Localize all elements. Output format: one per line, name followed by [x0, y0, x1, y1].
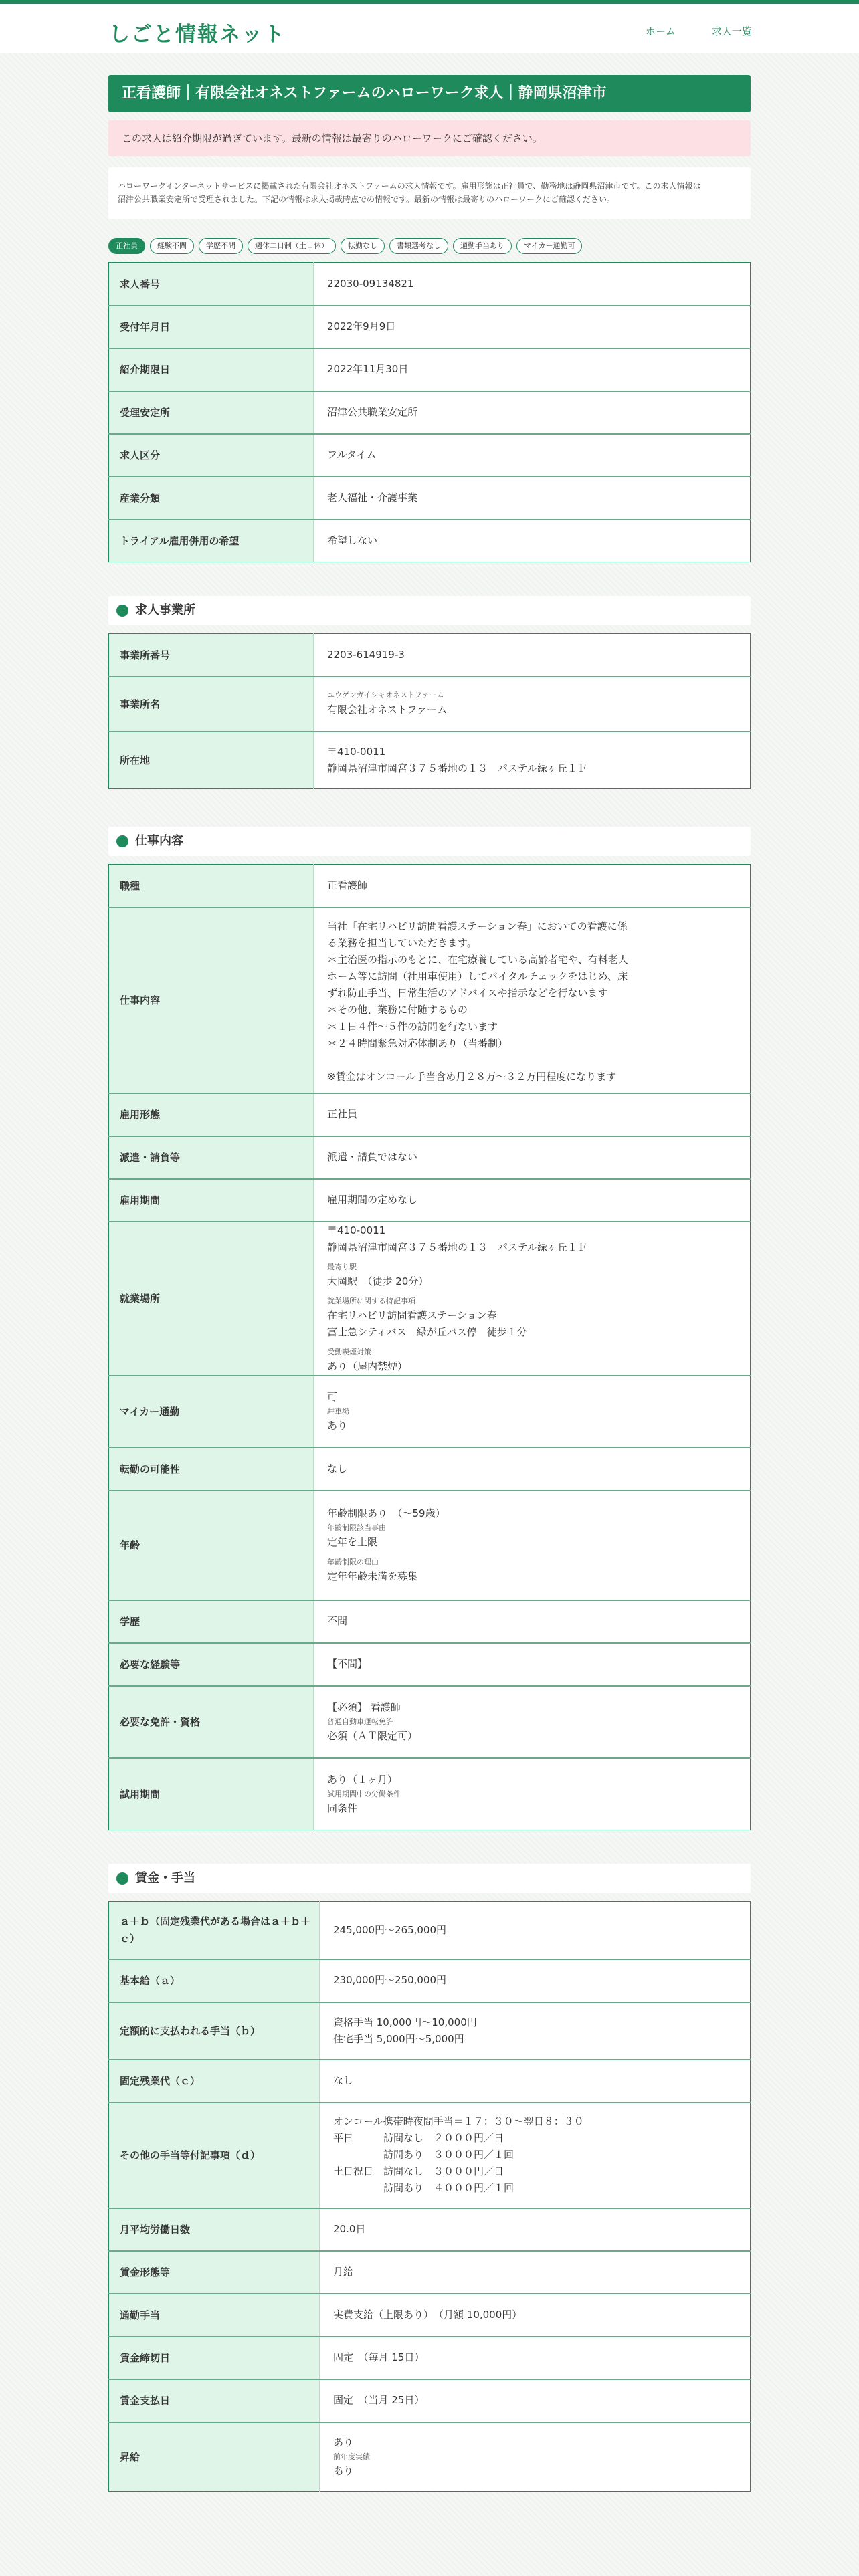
trial-conditions: 同条件: [327, 1802, 358, 1814]
required-license: 【必須】 看護師: [327, 1701, 401, 1713]
table-row: [109, 1600, 751, 1643]
table-row: [109, 2060, 751, 2103]
nav-job-list-link[interactable]: 求人一覧: [711, 25, 752, 37]
section-title: 賃金・手当: [135, 1871, 195, 1885]
workplace-notes-label: 就業場所に関する特記事項: [327, 1296, 415, 1305]
table-row: [109, 1959, 751, 2002]
tag-no-experience[interactable]: 経験不問: [150, 238, 194, 254]
table-row: [109, 634, 751, 677]
raise-prev-label: 前年度実績: [333, 2452, 370, 2461]
allowance-line: 資格手当 10,000円〜10,000円: [333, 2016, 477, 2028]
tag-fulltime[interactable]: 正社員: [108, 238, 145, 254]
row-value: 沼津公共職業安定所: [314, 391, 751, 434]
row-value: 正看護師: [314, 865, 751, 907]
trial-conditions-label: 試用期間中の労働条件: [327, 1789, 401, 1798]
section-heading-office: [108, 596, 751, 625]
smoking-policy-label: 受動喫煙対策: [327, 1347, 371, 1356]
row-value: なし: [320, 2060, 751, 2103]
table-row: [109, 1448, 751, 1491]
section-heading-job: [108, 827, 751, 856]
intro-text: [108, 167, 751, 219]
row-value: 230,000円〜250,000円: [320, 1959, 751, 2002]
intro-line: ハローワークインターネットサービスに掲載された有限会社オネストファームの求人情報です。雇用形態は正社員で、勤務地は静岡県沼津市です。この求人情報は: [118, 181, 701, 191]
table-row: [109, 1686, 751, 1758]
section-title: 求人事業所: [135, 603, 195, 617]
row-value: 固定 （当月 25日）: [320, 2379, 751, 2422]
row-label: 求人区分: [109, 434, 314, 477]
row-value: フルタイム: [314, 434, 751, 477]
page-title: 正看護師｜有限会社オネストファームのハローワーク求人｜静岡県沼津市: [108, 75, 751, 112]
row-label: 受理安定所: [109, 391, 314, 434]
row-label: 必要な経験等: [109, 1643, 314, 1686]
row-label: 求人番号: [109, 263, 314, 306]
feature-tags: [108, 238, 751, 254]
table-row: [109, 520, 751, 562]
row-label: 賃金形態等: [109, 2251, 320, 2294]
row-value: 派遣・請負ではない: [314, 1136, 751, 1179]
raise-prev: あり: [333, 2464, 354, 2477]
office-name: 有限会社オネストファーム: [327, 704, 448, 716]
tag-weekends-off[interactable]: 週休二日制（土日休）: [248, 238, 336, 254]
workplace-note: 在宅リハビリ訪問看護ステーション春: [327, 1309, 497, 1321]
age-range-label: 年齢制限該当事由: [327, 1523, 386, 1532]
row-label: 職種: [109, 865, 314, 907]
row-label: 必要な免許・資格: [109, 1686, 314, 1758]
intro-line: 沼津公共職業安定所で受理されました。下記の情報は求人掲載時点での情報です。最新の情報は最寄りのハローワークにご確認ください。: [118, 195, 615, 204]
workplace-zip: 〒410-0011: [327, 1224, 386, 1237]
site-header: [0, 4, 859, 53]
row-value: 月給: [320, 2251, 751, 2294]
parking-label: 駐車場: [327, 1406, 349, 1416]
row-label: 昇給: [109, 2422, 320, 2492]
row-label: 雇用形態: [109, 1093, 314, 1136]
workplace-note: 富士急シティバス 緑が丘バス停 徒歩１分: [327, 1325, 527, 1338]
row-label: トライアル雇用併用の希望: [109, 520, 314, 562]
table-row: [109, 1093, 751, 1136]
table-row: [109, 907, 751, 1093]
section-heading-wage: [108, 1864, 751, 1893]
driver-license-label: 普通自動車運転免許: [327, 1717, 393, 1726]
tag-no-education[interactable]: 学歴不問: [199, 238, 243, 254]
row-value: 2203-614919-3: [314, 634, 751, 677]
row-label: 所在地: [109, 732, 314, 789]
nav-home-link[interactable]: ホーム: [645, 25, 676, 37]
row-value: 実費支給（上限あり） （月額 10,000円）: [320, 2294, 751, 2337]
row-value: 2022年11月30日: [314, 348, 751, 391]
job-description: 当社「在宅リハビリ訪問看護ステーション春」においての看護に係 る業務を担当していただきます。 ＊主治医の指示のもとに、在宅療養している高齢者宅や、有料老人 ホーム等に訪問（社用車使用）してバイタルチェックをはじめ、床 ずれ防止手当、日常生活のアドバイスや指示などを行ないます ＊その他、業務に付随するもの ＊１日４件〜５件の訪問を行ないます ＊２４時間緊急対応体制あり（当番制） ※賃金はオンコール手当含め月２８万〜３２万円程度になります: [314, 907, 751, 1093]
table-row: [109, 1376, 751, 1448]
table-row: [109, 348, 751, 391]
allowance-line: 住宅手当 5,000円〜5,000円: [333, 2032, 464, 2045]
section-dot-icon: [116, 1872, 128, 1885]
row-value: 245,000円〜265,000円: [320, 1902, 751, 1959]
row-value: 正社員: [314, 1093, 751, 1136]
table-row: [109, 1179, 751, 1222]
table-row: [109, 2379, 751, 2422]
tag-car-commute[interactable]: マイカー通勤可: [516, 238, 582, 254]
age-reason-label: 年齢制限の理由: [327, 1558, 379, 1566]
office-name-kana: ユウゲンガイシャオネストファーム: [327, 691, 444, 700]
row-label: 試用期間: [109, 1758, 314, 1830]
age-range: 定年を上限: [327, 1536, 378, 1548]
row-label: 通勤手当: [109, 2294, 320, 2337]
table-row: [109, 263, 751, 306]
table-row: [109, 732, 751, 789]
table-row: [109, 2422, 751, 2492]
job-table: [108, 864, 751, 1830]
age-limit: 年齢制限あり （〜59歳）: [327, 1507, 446, 1519]
section-dot-icon: [116, 605, 128, 617]
row-value: 老人福祉・介護事業: [314, 477, 751, 520]
row-value: 雇用期間の定めなし: [314, 1179, 751, 1222]
table-row: [109, 1222, 751, 1376]
row-label: 仕事内容: [109, 907, 314, 1093]
row-value: 2022年9月9日: [314, 306, 751, 348]
table-row: [109, 1136, 751, 1179]
row-label: 転勤の可能性: [109, 1448, 314, 1491]
office-table: [108, 633, 751, 789]
row-label: 紹介期限日: [109, 348, 314, 391]
tag-no-transfer[interactable]: 転勤なし: [341, 238, 385, 254]
table-row: [109, 1643, 751, 1686]
row-value: 【不問】: [314, 1643, 751, 1686]
row-label: 雇用期間: [109, 1179, 314, 1222]
smoking-policy: あり（屋内禁煙）: [327, 1360, 408, 1372]
raise-value: あり: [333, 2436, 354, 2448]
tag-no-document-screening[interactable]: 書類選考なし: [389, 238, 448, 254]
table-row: [109, 391, 751, 434]
car-commute-value: 可: [327, 1390, 338, 1403]
row-label: 派遣・請負等: [109, 1136, 314, 1179]
section-title: 仕事内容: [135, 834, 183, 848]
table-row: [109, 1902, 751, 1959]
row-label: 賃金支払日: [109, 2379, 320, 2422]
row-label: 基本給（ａ）: [109, 1959, 320, 2002]
table-row: [109, 2208, 751, 2251]
row-label: 産業分類: [109, 477, 314, 520]
header-nav: [609, 24, 752, 38]
office-zip: 〒410-0011: [327, 745, 386, 758]
table-row: [109, 677, 751, 732]
row-label: その他の手当等付記事項（ｄ）: [109, 2103, 320, 2208]
row-label: 定額的に支払われる手当（ｂ）: [109, 2002, 320, 2060]
table-row: [109, 434, 751, 477]
row-value: 22030-09134821: [314, 263, 751, 306]
table-row: [109, 2337, 751, 2379]
table-row: [109, 1758, 751, 1830]
row-label: 事業所名: [109, 677, 314, 732]
nearest-station: 大岡駅 （徒歩 20分）: [327, 1275, 429, 1287]
row-label: 固定残業代（ｃ）: [109, 2060, 320, 2103]
row-label: 年齢: [109, 1491, 314, 1600]
trial-period: あり（１ヶ月）: [327, 1773, 398, 1786]
row-value: 固定 （毎月 15日）: [320, 2337, 751, 2379]
main-content: [108, 53, 751, 2492]
parking-value: あり: [327, 1419, 348, 1432]
row-value: 20.0日: [320, 2208, 751, 2251]
row-label: 学歴: [109, 1600, 314, 1643]
row-label: 賃金締切日: [109, 2337, 320, 2379]
table-row: [109, 2103, 751, 2208]
row-label: 月平均労働日数: [109, 2208, 320, 2251]
wage-table: [108, 1901, 751, 2492]
row-label: 就業場所: [109, 1222, 314, 1376]
row-value: 不問: [314, 1600, 751, 1643]
driver-license: 必須（ＡＴ限定可）: [327, 1729, 418, 1742]
section-dot-icon: [116, 835, 128, 847]
row-value: なし: [314, 1448, 751, 1491]
row-label: 受付年月日: [109, 306, 314, 348]
basic-info-table: [108, 262, 751, 562]
row-label: マイカー通勤: [109, 1376, 314, 1448]
row-label: 事業所番号: [109, 634, 314, 677]
table-row: [109, 477, 751, 520]
table-row: [109, 865, 751, 907]
office-address: 静岡県沼津市岡宮３７５番地の１３ パステル緑ヶ丘１Ｆ: [327, 762, 587, 774]
table-row: [109, 306, 751, 348]
row-label: ａ＋ｂ（固定残業代がある場合はａ＋ｂ＋ｃ）: [109, 1902, 320, 1959]
other-allowances: オンコール携帯時夜間手当＝１７：３０〜翌日８：３０ 平日 訪問なし ２０００円／日 訪問あり ３０００円／１回 土日祝日 訪問なし ３０００円／日 訪問あり ４０００円／１回: [320, 2103, 751, 2208]
workplace-address: 静岡県沼津市岡宮３７５番地の１３ パステル緑ヶ丘１Ｆ: [327, 1241, 587, 1253]
row-value: 希望しない: [327, 534, 378, 547]
table-row: [109, 2002, 751, 2060]
nearest-station-label: 最寄り駅: [327, 1262, 357, 1271]
table-row: [109, 2294, 751, 2337]
age-reason: 定年年齢未満を募集: [327, 1570, 418, 1582]
site-logo[interactable]: しごと情報ネット: [109, 23, 286, 47]
table-row: [109, 1491, 751, 1600]
expired-alert: この求人は紹介期限が過ぎています。最新の情報は最寄りのハローワークにご確認ください。: [108, 120, 751, 156]
tag-commute-allowance[interactable]: 通勤手当あり: [453, 238, 512, 254]
table-row: [109, 2251, 751, 2294]
